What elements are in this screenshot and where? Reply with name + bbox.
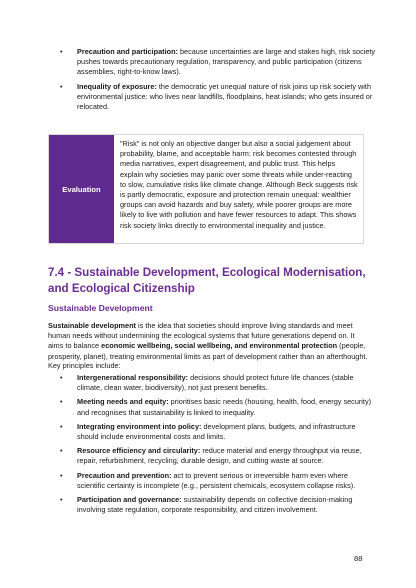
principle-text: prioritises basic needs (housing, health, food, energy security) and recognises that sustainability is linked to inequality.	[77, 397, 372, 417]
principle-term: Intergenerational responsibility:	[77, 373, 189, 382]
list-item	[60, 47, 377, 78]
evaluation-label: Evaluation	[49, 135, 114, 243]
principle-term: Precaution and prevention:	[77, 470, 172, 480]
bullet-term: Inequality of exposure:	[77, 81, 157, 91]
intro-emphasis: economic wellbeing, social wellbeing, and environmental protection	[101, 341, 338, 351]
bullet-dot: •	[60, 373, 63, 382]
list-item	[60, 446, 375, 466]
list-item	[60, 495, 375, 515]
principle-text: decisions should protect future life chances (stable climate, clean water, biodiversity), not just present benefits.	[77, 373, 354, 393]
principle-text: development plans, budgets, and infrastructure should include environmental costs and limits.	[77, 421, 356, 442]
bullet-dot: •	[60, 495, 63, 505]
bullet-dot: •	[60, 47, 63, 56]
intro-term: Sustainable development	[48, 321, 136, 330]
evaluation-text: "Risk" is not only an objective danger but also a social judgement about probability, blame, and acceptable harm: risk becomes contested through media narratives, expert disagreement, and public trust. This helps explain why societies may panic over some threats while under-reacting to slow, cumulative risks like climate change. Although Beck suggests risk is partly democratic, exposure and protection remain unequal: wealthier groups can avoid hazards and buy safety, while poorer groups are more likely to live with pollution and have fewer resources to adapt. This shows risk society links directly to environmental inequality and justice.	[120, 139, 358, 230]
key-principles-label: Key principles include:	[48, 361, 121, 370]
page-number: 88	[354, 554, 363, 563]
list-item	[60, 81, 377, 113]
list-item	[60, 373, 375, 393]
top-bullet-list	[60, 47, 377, 116]
subsection-heading: Sustainable Development	[48, 303, 153, 313]
bullet-dot: •	[60, 470, 63, 480]
bullet-dot: •	[60, 421, 63, 431]
principle-text: sustainability depends on collective decision-making involving state regulation, corporate responsibility, and citizen involvement.	[77, 495, 353, 515]
bullet-dot: •	[60, 81, 63, 91]
list-item	[60, 470, 375, 491]
evaluation-box	[48, 134, 364, 244]
bullet-dot: •	[60, 446, 63, 456]
bullet-term: Precaution and participation:	[77, 47, 178, 56]
bullet-text: the democratic yet unequal nature of risk joins up risk society with environmental justice: who lives near landfills, floodplains, heat islands; who gets insured or relocated.	[77, 81, 373, 112]
principle-term: Participation and governance:	[77, 495, 182, 505]
bullet-dot: •	[60, 397, 63, 407]
intro-text-2: (people, prosperity, planet), treating environmental limits as part of development rather than an afterthought.	[48, 341, 368, 361]
intro-paragraph	[48, 321, 370, 362]
principle-term: Resource efficiency and circularity:	[77, 446, 201, 456]
list-item	[60, 421, 375, 442]
principles-list	[60, 373, 375, 519]
intro-text-1: is the idea that societies should improve living standards and meet human needs without undermining the ecological systems that future generations depend on. It aims to balance	[48, 321, 355, 351]
principle-text: reduce material and energy throughput via reuse, repair, refurbishment, recycling, durable design, and cutting waste at source.	[77, 446, 362, 466]
principle-term: Meeting needs and equity:	[77, 397, 169, 407]
principle-text: act to prevent serious or irreversible harm even where scientific certainty is incomplete (e.g., persistent chemicals, ecosystem collapse risks).	[77, 470, 356, 490]
list-item	[60, 397, 375, 417]
bullet-text: because uncertainties are large and stakes high, risk society pushes towards precautionary regulation, transparency, and public participation (citizens assemblies, right-to-know laws).	[77, 47, 376, 77]
section-heading: 7.4 - Sustainable Development, Ecological Modernisation, and Ecological Citizenship	[48, 266, 366, 295]
principle-term: Integrating environment into policy:	[77, 421, 202, 431]
